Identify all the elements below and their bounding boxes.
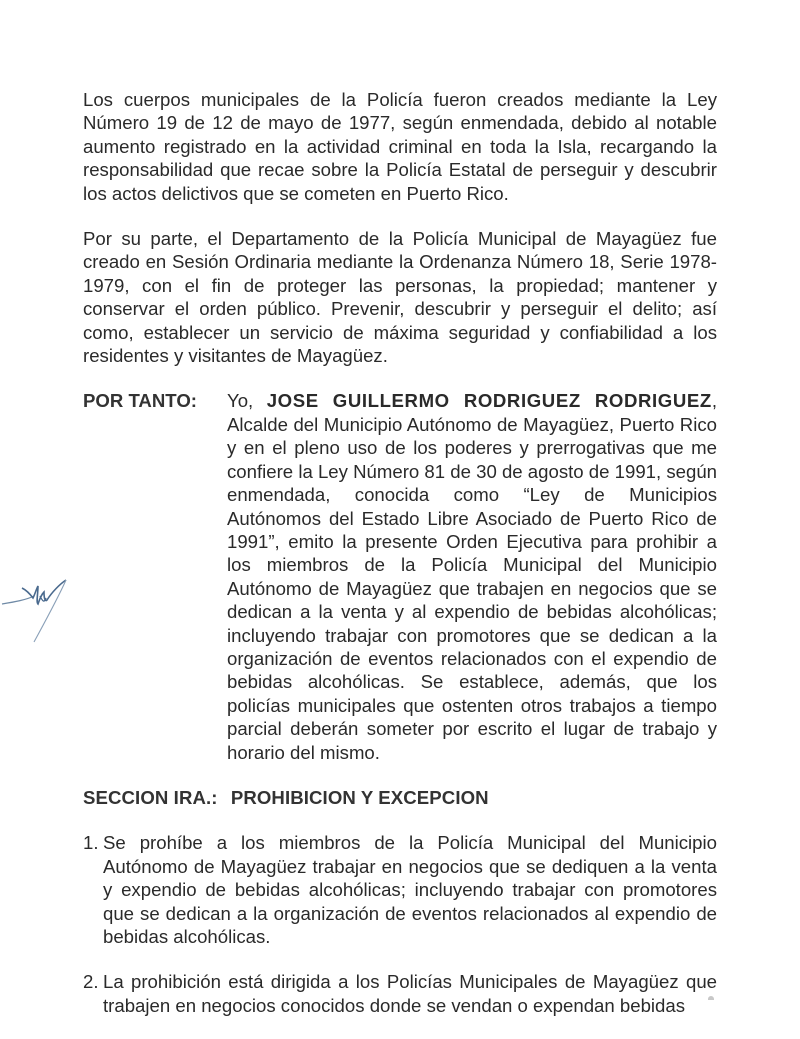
por-tanto-intro: Yo, xyxy=(227,390,267,412)
list-item xyxy=(83,831,717,948)
section-heading xyxy=(83,786,717,809)
list-item-text: La prohibición está dirigida a los Policías Municipales de Mayagüez que trabajen en negocios conocidos donde se vendan o expendan bebidas xyxy=(103,971,717,1016)
department-paragraph: Por su parte, el Departamento de la Policía Municipal de Mayagüez fue creado en Sesión Ordinaria mediante la Ordenanza Número 18, Serie 1978-1979, con el fin de proteger las personas, la propiedad; mantener y conservar el orden público. Prevenir, descubrir y perseguir el delito; así como, establecer un servicio de máxima seguridad y confiabilidad a los residentes y visitantes de Mayagüez. xyxy=(83,228,717,367)
section-label: SECCION IRA.: xyxy=(83,786,218,808)
por-tanto-block xyxy=(83,389,717,764)
mayor-name: JOSE GUILLERMO RODRIGUEZ RODRIGUEZ xyxy=(266,390,712,412)
signature-initials-icon xyxy=(0,568,90,648)
section-title: PROHIBICION Y EXCEPCION xyxy=(230,786,489,808)
document-page xyxy=(83,88,717,1039)
intro-paragraph: Los cuerpos municipales de la Policía fueron creados mediante la Ley Número 19 de 12 de mayo de 1977, según enmendada, debido al notable aumento registrado en la actividad criminal en toda la Isla, recargando la responsabilidad que recae sobre la Policía Estatal de perseguir y descubrir los actos delictivos que se cometen en Puerto Rico. xyxy=(83,89,717,204)
por-tanto-label: POR TANTO: xyxy=(83,390,197,412)
page-edge-mark xyxy=(708,996,714,1000)
list-item-number: 2. xyxy=(83,971,99,993)
list-item-number: 1. xyxy=(83,832,99,854)
por-tanto-text: , Alcalde del Municipio Autónomo de Mayagüez, Puerto Rico y en el pleno uso de los poderes y prerrogativas que me confiere la Ley Número 81 de 30 de agosto de 1991, según enmendada, conocida como “Ley de Municipios Autónomos del Estado Libre Asociado de Puerto Rico de 1991”, emito la presente Orden Ejecutiva para prohibir a los miembros de la Policía Municipal del Municipio Autónomo de Mayagüez que trabajen en negocios que se dedican a la venta y al expendio de bebidas alcohólicas; incluyendo trabajar con promotores que se dedican a la organización de eventos relacionados con el expendio de bebidas alcohólicas. Se establece, además, que los policías municipales que ostenten otros trabajos a tiempo parcial deberán someter por escrito el lugar de trabajo y horario del mismo. xyxy=(227,390,717,763)
por-tanto-body xyxy=(227,389,717,764)
list-item xyxy=(83,970,717,1017)
list-item-text: Se prohíbe a los miembros de la Policía Municipal del Municipio Autónomo de Mayagüez trabajar en negocios que se dediquen a la venta y expendio de bebidas alcohólicas; incluyendo trabajar con promotores que se dedican a la organización de eventos relacionados al expendio de bebidas alcohólicas. xyxy=(103,832,717,947)
